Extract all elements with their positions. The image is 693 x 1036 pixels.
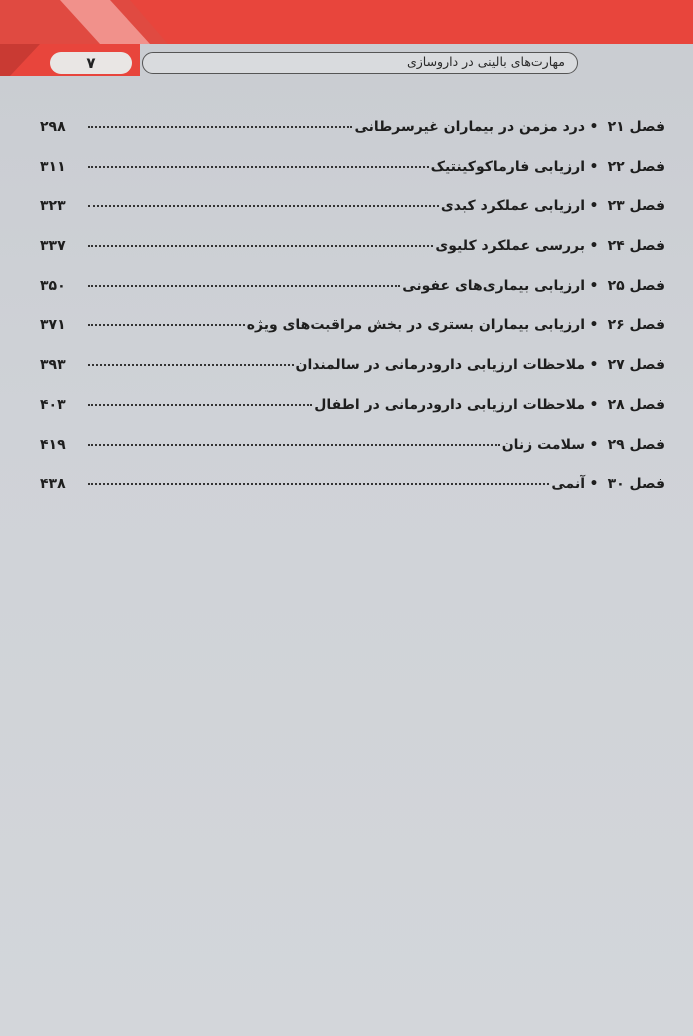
chapter-title: آنمی	[551, 476, 585, 493]
page-reference: ۳۱۱	[40, 158, 66, 175]
toc-entry[interactable]	[40, 278, 665, 318]
page-reference: ۲۹۸	[40, 119, 66, 135]
toc-entry[interactable]	[40, 198, 665, 238]
page-number: ۷	[86, 54, 96, 72]
dot-leader	[88, 324, 245, 326]
chapter-label: فصل ۲۹	[607, 436, 665, 453]
entry-title-wrap	[86, 437, 585, 453]
bullet-icon: •	[589, 119, 599, 135]
dot-leader	[88, 126, 352, 128]
page-number-badge	[50, 52, 132, 74]
entry-title-wrap	[86, 357, 585, 373]
toc-entry[interactable]	[40, 357, 665, 397]
chapter-label: فصل ۲۳	[607, 198, 665, 215]
page-reference: ۳۳۷	[40, 238, 66, 255]
page-reference: ۳۵۰	[40, 277, 66, 294]
book-title: مهارت‌های بالینی در داروسازی	[406, 54, 565, 69]
bullet-icon: •	[589, 357, 599, 374]
entry-title-wrap	[86, 317, 585, 333]
chapter-title: ارزیابی بیماران بستری در بخش مراقبت‌های ویژه	[246, 317, 585, 334]
page-reference: ۴۱۹	[40, 436, 66, 453]
toc-entry[interactable]	[40, 238, 665, 278]
bullet-icon: •	[589, 317, 599, 334]
dot-leader	[88, 245, 433, 247]
chapter-title: سلامت زنان	[501, 436, 585, 453]
page-reference: ۴۰۳	[40, 396, 66, 413]
dot-leader	[88, 483, 549, 485]
dot-leader	[88, 404, 312, 406]
chapter-title: ملاحظات ارزیابی دارودرمانی در سالمندان	[295, 357, 585, 374]
chapter-title: ملاحظات ارزیابی دارودرمانی در اطفال	[314, 396, 585, 413]
chapter-title: ارزیابی بیماری‌های عفونی	[402, 277, 585, 294]
bullet-icon: •	[589, 476, 599, 493]
bullet-icon: •	[589, 198, 599, 215]
chapter-title: درد مزمن در بیماران غیرسرطانی	[354, 119, 585, 135]
dot-leader	[88, 444, 500, 446]
entry-title-wrap	[86, 198, 585, 214]
chapter-label: فصل ۲۷	[607, 357, 665, 374]
chapter-label: فصل ۲۴	[607, 238, 665, 255]
entry-title-wrap	[86, 159, 585, 175]
chapter-title: ارزیابی فارماکوکینتیک	[430, 158, 585, 175]
bullet-icon: •	[589, 396, 599, 413]
chapter-label: فصل ۳۰	[607, 476, 665, 493]
chapter-label: فصل ۲۶	[607, 317, 665, 334]
bullet-icon: •	[589, 158, 599, 175]
page-reference: ۳۹۳	[40, 357, 66, 374]
entry-title-wrap	[86, 238, 585, 254]
header-title-pill	[142, 52, 578, 74]
toc-entry[interactable]	[40, 437, 665, 477]
entry-title-wrap	[86, 119, 585, 135]
toc-entry[interactable]	[40, 317, 665, 357]
entry-title-wrap	[86, 476, 585, 492]
chapter-label: فصل ۲۲	[607, 158, 665, 175]
chapter-label: فصل ۲۸	[607, 396, 665, 413]
toc-entry[interactable]	[40, 119, 665, 159]
entry-title-wrap	[86, 278, 585, 294]
toc-entry[interactable]	[40, 159, 665, 199]
toc-entry[interactable]	[40, 476, 665, 516]
dot-leader	[88, 205, 439, 207]
page-reference: ۳۲۳	[40, 198, 66, 215]
table-of-contents	[40, 119, 665, 516]
bullet-icon: •	[589, 277, 599, 294]
page-reference: ۳۷۱	[40, 317, 66, 334]
dot-leader	[88, 166, 429, 168]
dot-leader	[88, 364, 294, 366]
chapter-title: ارزیابی عملکرد کبدی	[440, 198, 585, 215]
entry-title-wrap	[86, 397, 585, 413]
chapter-label: فصل ۲۵	[607, 277, 665, 294]
chapter-label: فصل ۲۱	[607, 119, 665, 135]
toc-entry[interactable]	[40, 397, 665, 437]
dot-leader	[88, 285, 400, 287]
chapter-title: بررسی عملکرد کلیوی	[435, 238, 585, 255]
bullet-icon: •	[589, 436, 599, 453]
bullet-icon: •	[589, 238, 599, 255]
page-reference: ۴۳۸	[40, 476, 66, 493]
